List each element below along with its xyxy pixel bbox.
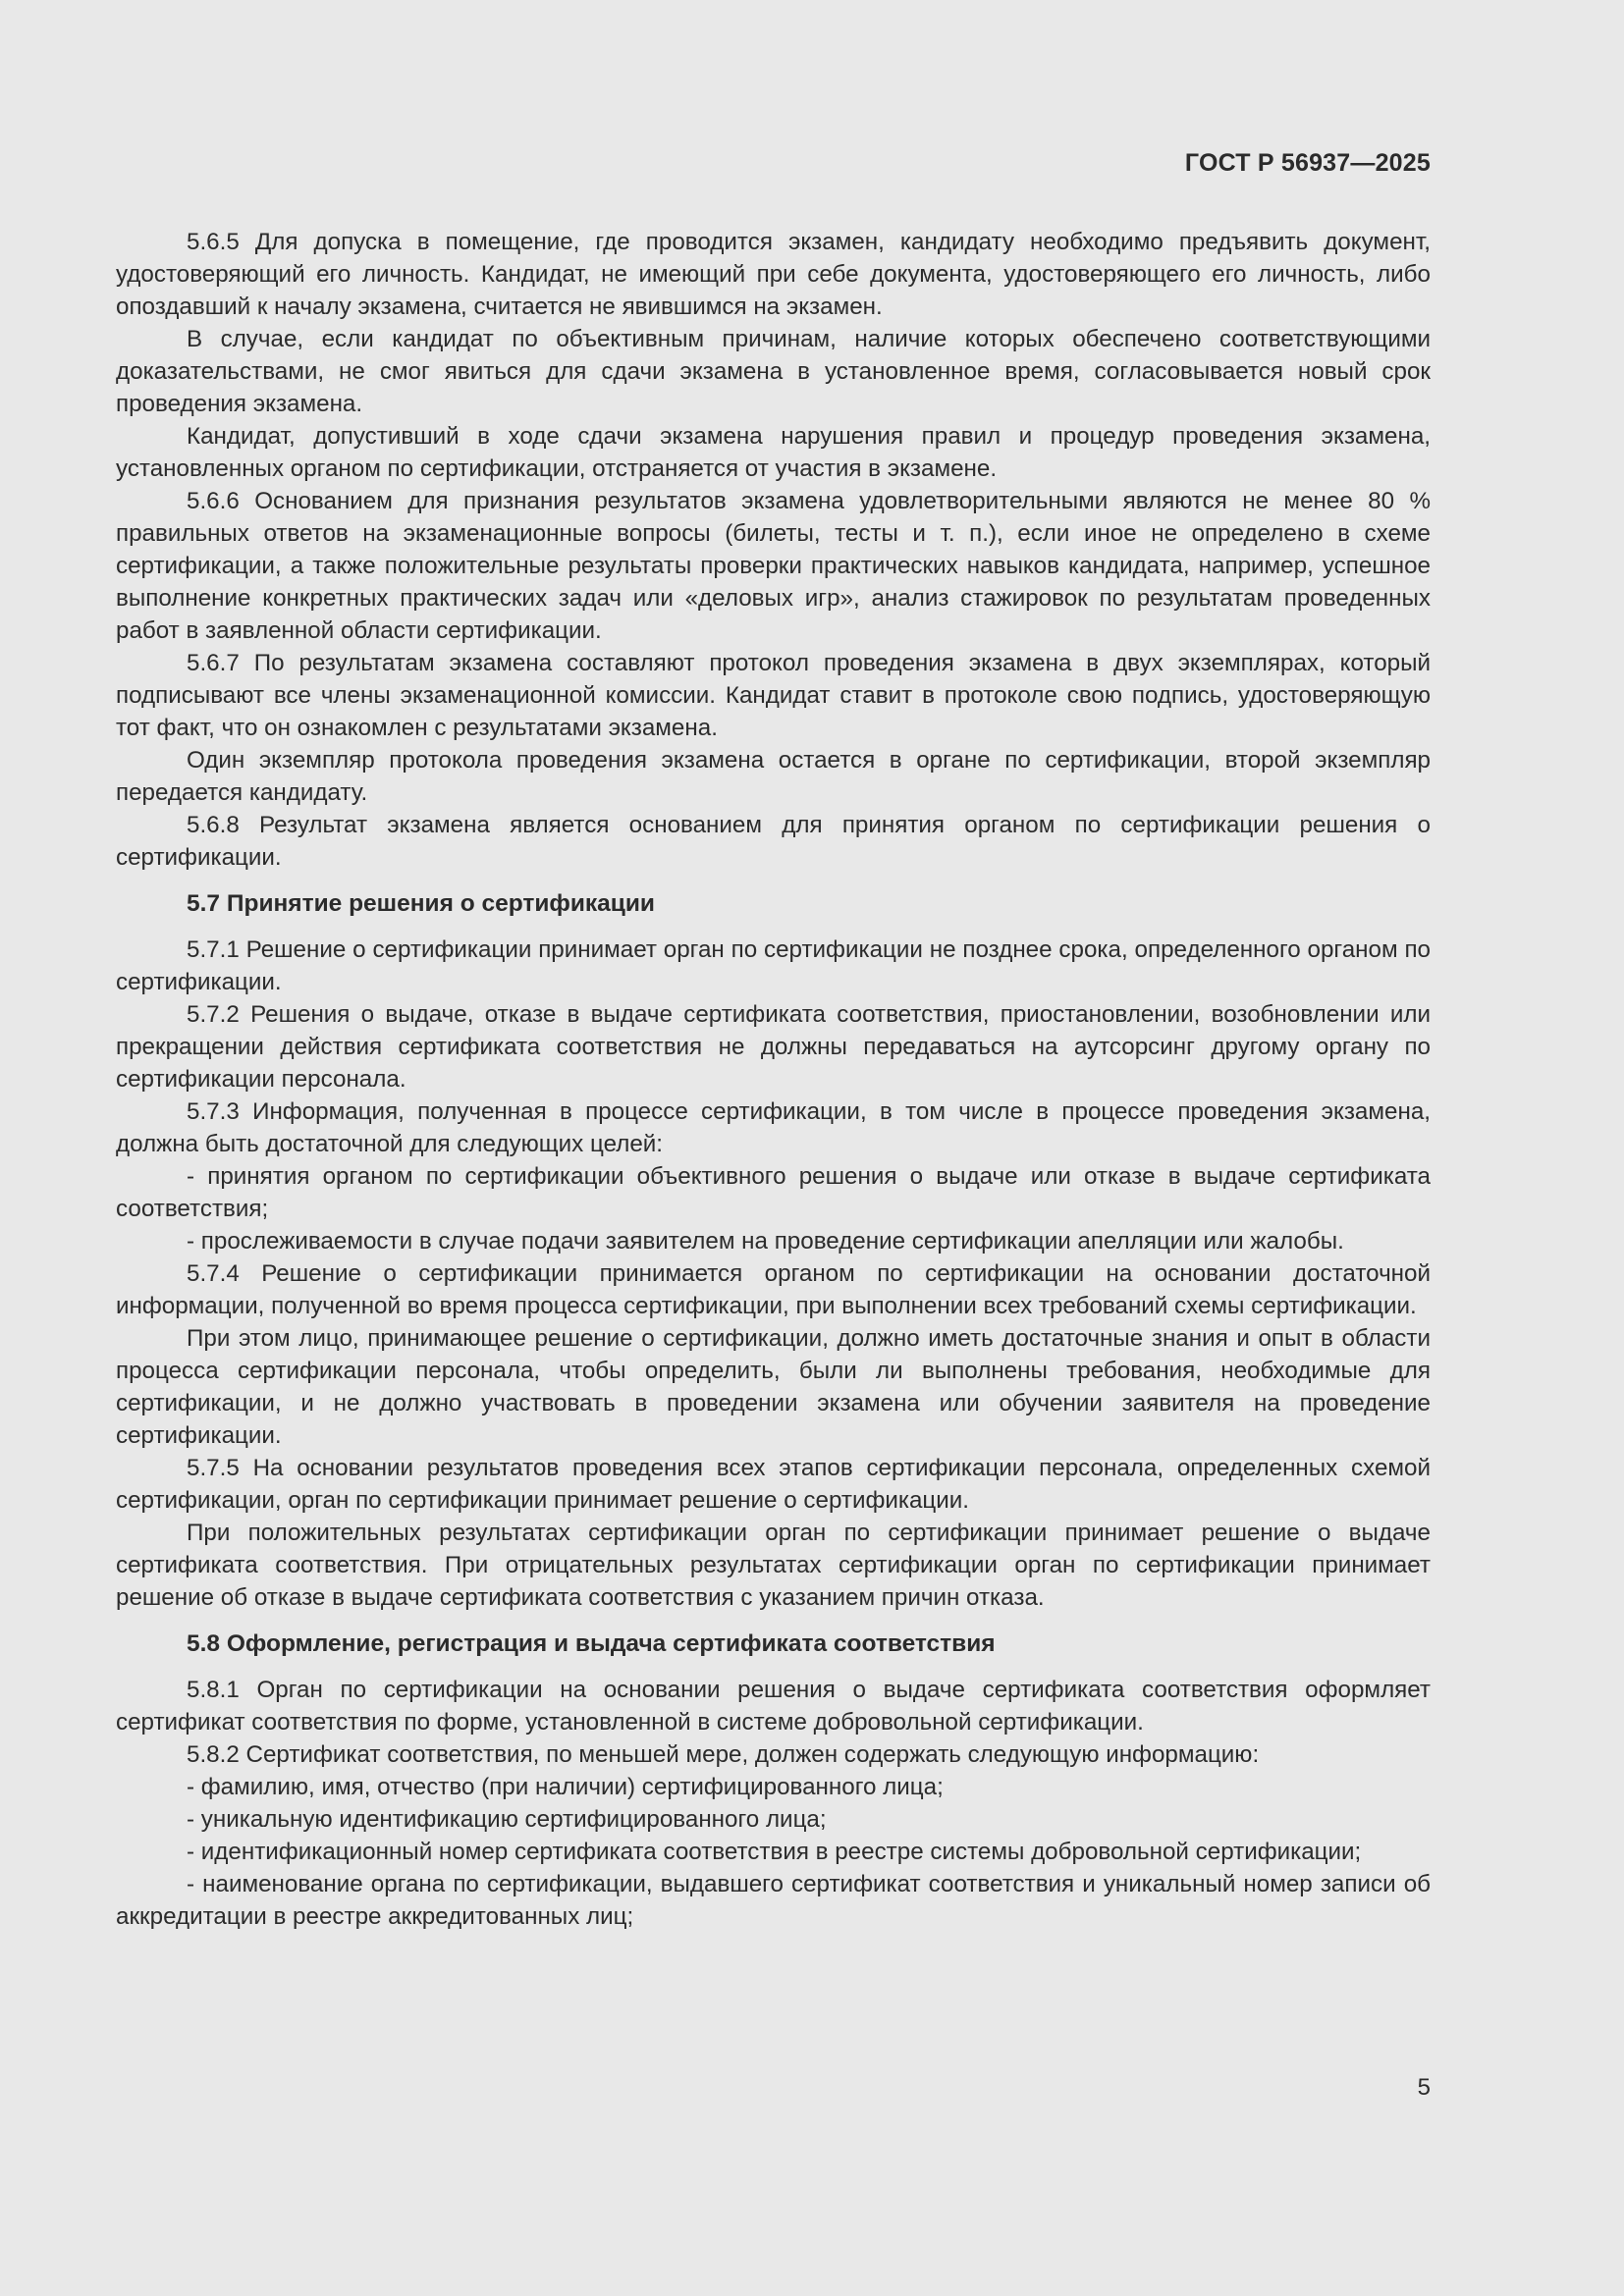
list-item: - идентификационный номер сертификата соответствия в реестре системы добровольной сертификации; [187,1839,1362,1865]
document-body [116,226,1431,1933]
paragraph-5-6-8: 5.6.8 Результат экзамена является основанием для принятия органом по сертификации решения о сертификации. [116,812,1431,871]
list-item: - принятия органом по сертификации объективного решения о выдаче или отказе в выдаче сертификата соответствия; [116,1163,1431,1222]
page-number: 5 [1417,2074,1431,2101]
paragraph-5-6-7: 5.6.7 По результатам экзамена составляют протокол проведения экзамена в двух экземплярах, который подписывают все члены экзаменационной комиссии. Кандидат ставит в протоколе свою подпись, удостоверяющую тот факт, что он ознакомлен с результатами экзамена. [116,650,1431,741]
paragraph-5-6-5-cont-1: В случае, если кандидат по объективным причинам, наличие которых обеспечено соответствующими доказательствами, не смог явиться для сдачи экзамена в установленное время, согласовывается новый срок проведения экзамена. [116,326,1431,417]
section-heading-5-8: 5.8 Оформление, регистрация и выдача сертификата соответствия [187,1630,996,1657]
paragraph-5-7-4-cont: При этом лицо, принимающее решение о сертификации, должно иметь достаточные знания и опыт в области процесса сертификации персонала, чтобы определить, были ли выполнены требования, необходимые для сертификации, и не должно участвовать в проведении экзамена или обучении заявителя на проведение сертификации. [116,1325,1431,1449]
list-item: - фамилию, имя, отчество (при наличии) сертифицированного лица; [187,1774,944,1800]
paragraph-5-7-5: 5.7.5 На основании результатов проведения всех этапов сертификации персонала, определенных схемой сертификации, орган по сертификации принимает решение о сертификации. [116,1455,1431,1514]
paragraph-5-7-4: 5.7.4 Решение о сертификации принимается органом по сертификации на основании достаточной информации, полученной во время процесса сертификации, при выполнении всех требований схемы сертификации. [116,1260,1431,1319]
paragraph-5-6-6: 5.6.6 Основанием для признания результатов экзамена удовлетворительными являются не менее 80 % правильных ответов на экзаменационные вопросы (билеты, тесты и т. п.), если иное не определено в схеме сертификации, а также положительные результаты проверки практических навыков кандидата, например, успешное выполнение конкретных практических задач или «деловых игр», анализ стажировок по результатам проведенных работ в заявленной области сертификации. [116,488,1431,644]
paragraph-5-6-5: 5.6.5 Для допуска в помещение, где проводится экзамен, кандидату необходимо предъявить документ, удостоверяющий его личность. Кандидат, не имеющий при себе документа, удостоверяющего его личность, либо опоздавший к началу экзамена, считается не явившимся на экзамен. [116,229,1431,320]
paragraph-5-7-2: 5.7.2 Решения о выдаче, отказе в выдаче сертификата соответствия, приостановлении, возобновлении или прекращении действия сертификата соответствия не должны передаваться на аутсорсинг другому органу по сертификации персонала. [116,1001,1431,1093]
paragraph-5-7-5-cont: При положительных результатах сертификации орган по сертификации принимает решение о выдаче сертификата соответствия. При отрицательных результатах сертификации орган по сертификации принимает решение об отказе в выдаче сертификата соответствия с указанием причин отказа. [116,1520,1431,1611]
list-item: - наименование органа по сертификации, выдавшего сертификат соответствия и уникальный номер записи об аккредитации в реестре аккредитованных лиц; [116,1871,1431,1930]
paragraph-5-7-1: 5.7.1 Решение о сертификации принимает орган по сертификации не позднее срока, определенного органом по сертификации. [116,936,1431,995]
list-item: - прослеживаемости в случае подачи заявителем на проведение сертификации апелляции или жалобы. [187,1228,1344,1255]
paragraph-5-8-1: 5.8.1 Орган по сертификации на основании решения о выдаче сертификата соответствия оформляет сертификат соответствия по форме, установленной в системе добровольной сертификации. [116,1677,1431,1735]
list-item: - уникальную идентификацию сертифицированного лица; [187,1806,827,1833]
document-number: ГОСТ Р 56937—2025 [1184,149,1431,177]
paragraph-5-6-5-cont-2: Кандидат, допустивший в ходе сдачи экзамена нарушения правил и процедур проведения экзамена, установленных органом по сертификации, отстраняется от участия в экзамене. [116,423,1431,482]
paragraph-5-7-3: 5.7.3 Информация, полученная в процессе сертификации, в том числе в процессе проведения экзамена, должна быть достаточной для следующих целей: [116,1098,1431,1157]
section-heading-5-7: 5.7 Принятие решения о сертификации [187,890,655,917]
paragraph-5-8-2: 5.8.2 Сертификат соответствия, по меньшей мере, должен содержать следующую информацию: [187,1741,1260,1768]
paragraph-5-6-7-cont: Один экземпляр протокола проведения экзамена остается в органе по сертификации, второй экземпляр передается кандидату. [116,747,1431,806]
